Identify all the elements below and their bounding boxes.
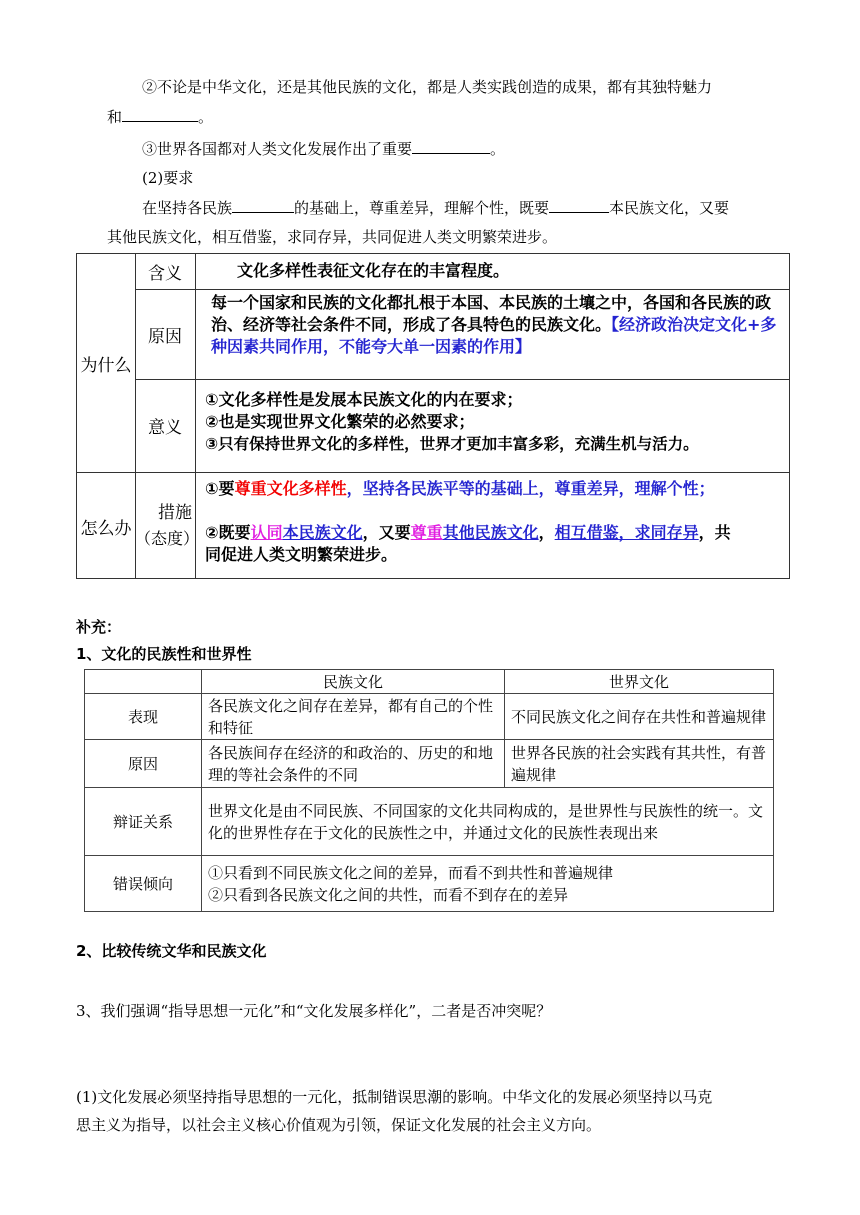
measure-2-e: 尊重 (410, 523, 443, 542)
section-1-title: 1、文化的民族性和世界性 (76, 645, 252, 663)
measure-2 (205, 522, 745, 566)
measure-1 (205, 478, 745, 500)
para-line-1: ②不论是中华文化，还是其他民族的文化，都是人类实践创造的成果，都有其独特魅力 (142, 78, 713, 96)
para-line-6: 其他民族文化，相互借鉴，求同存异，共同促进人类文明繁荣进步。 (107, 228, 558, 246)
nationality-worldliness-table (84, 669, 774, 912)
reason-text (211, 292, 779, 358)
measure-2-b: 认同 (250, 523, 283, 542)
fill-blank[interactable] (412, 138, 490, 154)
table-cell (202, 856, 774, 912)
answer-line-1: (1)文化发展必须坚持指导思想的一元化，抵制错误思潮的影响。中华文化的发展必须坚持以马克 (76, 1088, 713, 1106)
para-line-2 (107, 106, 213, 128)
measure-2-f: 其他民族文化 (442, 523, 539, 542)
para-line-5-c: 本民族文化，又要 (609, 199, 730, 217)
para-line-2-suffix: 。 (198, 108, 214, 126)
measure-1-a: ①要 (205, 479, 235, 498)
row-label: 辩证关系 (85, 788, 202, 856)
measure-1-c: ，坚持各民族平等的基础上，尊重差异，理解个性； (346, 479, 715, 498)
table-cell: 世界各民族的社会实践有其共性，有普遍规律 (505, 740, 774, 788)
measure-2-h: 相互借鉴，求同存异 (554, 523, 699, 542)
significance-2: ②也是实现世界文化繁荣的必然要求； (205, 412, 475, 431)
para-line-5-a: 在坚持各民族 (142, 199, 233, 217)
fill-blank[interactable] (122, 106, 198, 122)
row-label: 表现 (85, 694, 202, 740)
label-measures-1: 措施 (158, 503, 192, 523)
para-line-3-suffix: 。 (490, 140, 506, 158)
answer-line-2: 思主义为指导，以社会主义核心价值观为引领，保证文化发展的社会主义方向。 (76, 1116, 602, 1134)
significance-text (205, 389, 789, 455)
measure-2-d: ，又要 (362, 523, 411, 542)
reason-note: 【经济政治决定文化+多种因素共同作用，不能夸大单一因素的作用】 (211, 315, 777, 356)
measure-1-b: 尊重文化多样性 (234, 479, 347, 498)
row-label: 原因 (85, 740, 202, 788)
header-world: 世界文化 (505, 670, 774, 694)
label-measures (135, 472, 200, 580)
row-label: 错误倾向 (85, 856, 202, 912)
cultural-diversity-table (76, 253, 790, 579)
section-2-title: 2、比较传统文华和民族文化 (76, 942, 267, 960)
row-group-why: 为什么 (80, 355, 132, 376)
error-2: ②只看到各民族文化之间的共性，而看不到存在的差异 (208, 885, 569, 904)
meaning-text: 文化多样性表征文化存在的丰富程度。 (237, 261, 510, 280)
header-empty (85, 670, 202, 694)
table-cell: 各民族文化之间存在差异，都有自己的个性和特征 (202, 694, 505, 740)
table-cell: 各民族间存在经济的和政治的、历史的和地理的等社会条件的不同 (202, 740, 505, 788)
fill-blank[interactable] (549, 197, 609, 213)
para-line-2-prefix: 和 (107, 108, 123, 126)
para-line-3-prefix: ③世界各国都对人类文化发展作出了重要 (142, 140, 413, 158)
measure-2-a: ②既要 (205, 523, 251, 542)
label-reason: 原因 (148, 326, 182, 347)
para-line-5-b: 的基础上，尊重差异，理解个性，既要 (294, 199, 550, 217)
table-cell: 世界文化是由不同民族、不同国家的文化共同构成的，是世界性与民族性的统一。文化的世界性存在于文化的民族性之中，并通过文化的民族性表现出来 (202, 788, 774, 856)
fill-blank[interactable] (232, 197, 294, 213)
measure-2-g: ， (538, 523, 555, 542)
section-heading-requirements: (2)要求 (142, 169, 194, 187)
error-1: ①只看到不同民族文化之间的差异，而看不到共性和普遍规律 (208, 863, 614, 882)
label-measures-2: （态度） (135, 529, 200, 548)
header-national: 民族文化 (202, 670, 505, 694)
significance-3: ③只有保持世界文化的多样性，世界才更加丰富多彩，充满生机与活力。 (205, 435, 699, 453)
measure-2-c: 本民族文化 (282, 523, 363, 542)
label-significance: 意义 (148, 418, 182, 438)
section-3-title: 3、我们强调“指导思想一元化”和“文化发展多样化”，二者是否冲突呢？ (76, 1002, 552, 1020)
measure-2-i: ，共同促进人类文明繁荣进步。 (205, 523, 731, 564)
row-group-how: 怎么办 (80, 518, 132, 539)
para-line-5 (142, 197, 729, 219)
supplement-title: 补充： (76, 618, 122, 636)
reason-main: 每一个国家和民族的文化都扎根于本国、本民族的土壤之中，各国和各民族的政治、经济等社会条件不同，形成了各具特色的民族文化。 (211, 293, 772, 334)
table-cell: 不同民族文化之间存在共性和普遍规律 (505, 694, 774, 740)
para-line-3 (142, 138, 505, 160)
significance-1: ①文化多样性是发展本民族文化的内在要求； (205, 390, 523, 409)
label-meaning: 含义 (148, 264, 182, 284)
